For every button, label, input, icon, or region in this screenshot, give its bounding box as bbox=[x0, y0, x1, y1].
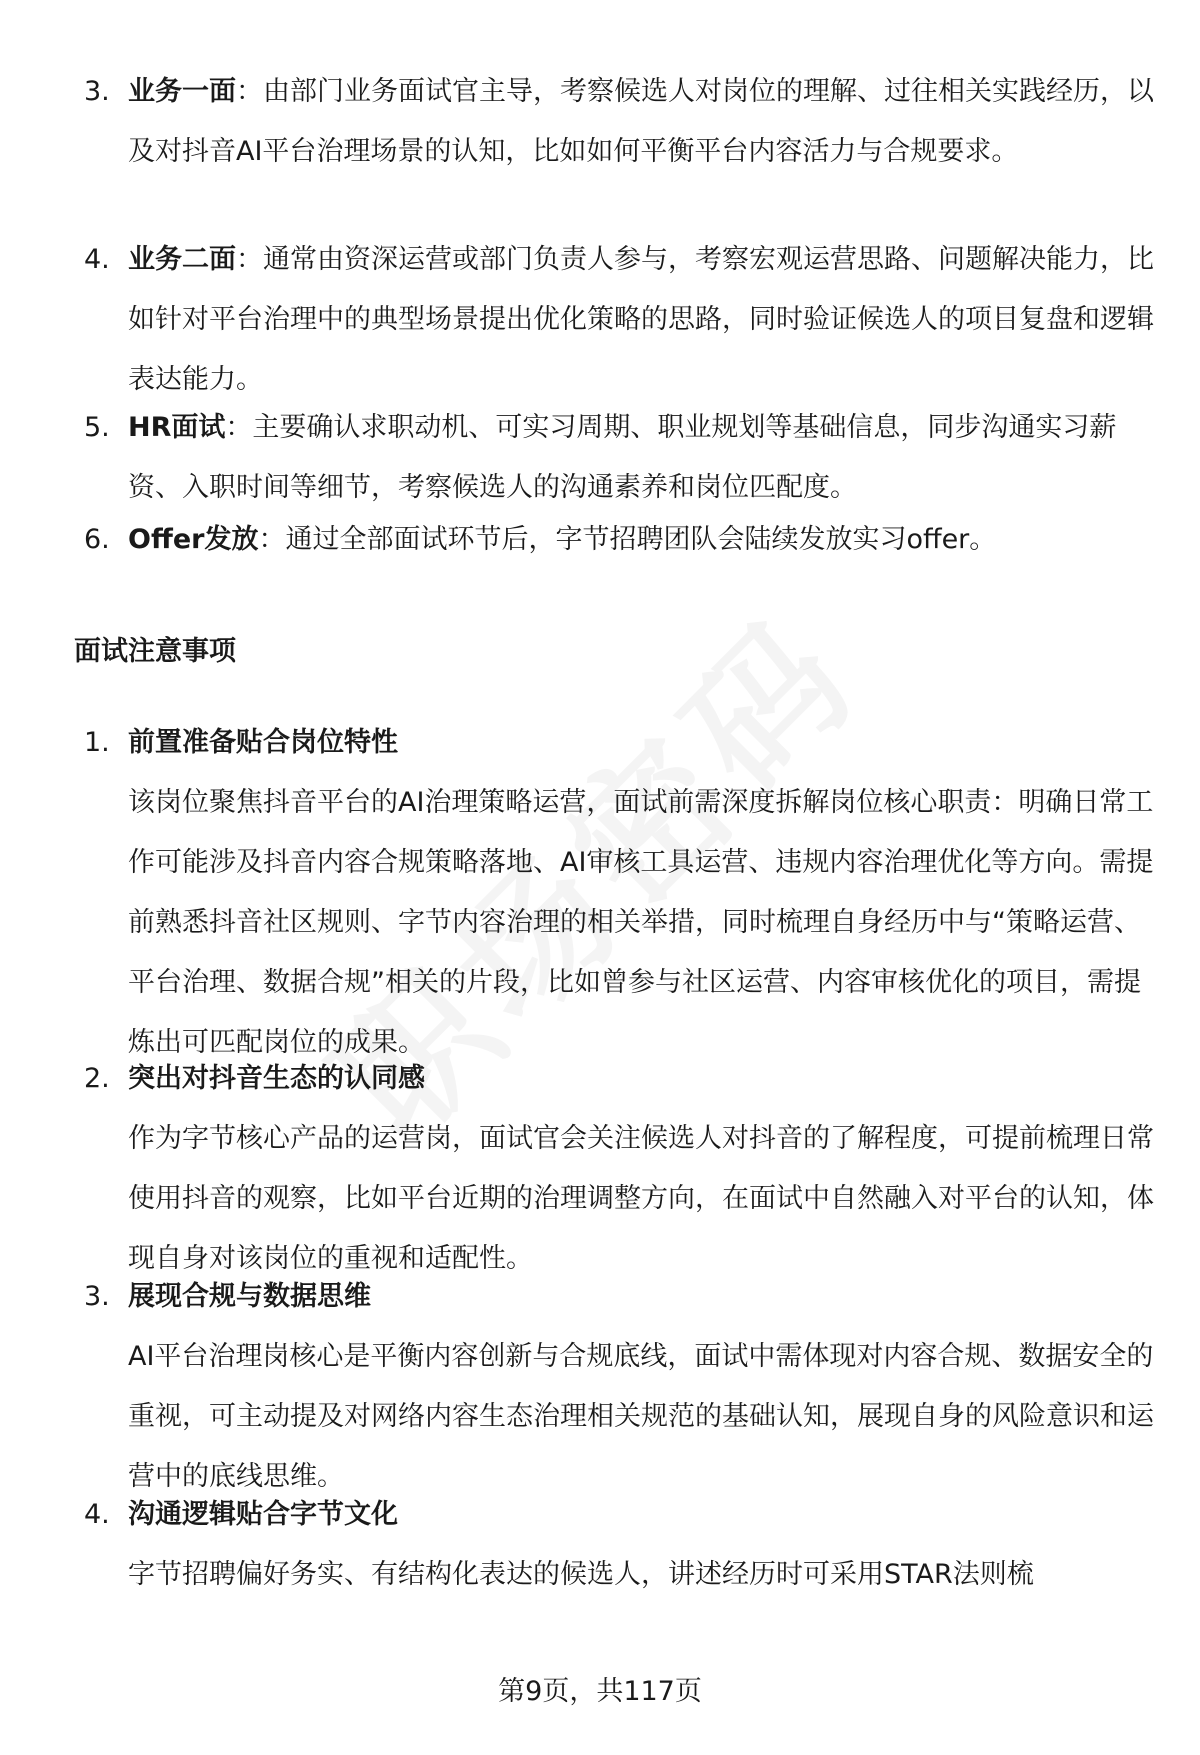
item-heading: 业务二面 bbox=[128, 244, 236, 275]
note-body: 字节招聘偏好务实、有结构化表达的候选人，讲述经历时可采用STAR法则梳 bbox=[128, 1559, 1034, 1590]
note-title: 沟通逻辑贴合字节文化 bbox=[128, 1499, 398, 1530]
note-item bbox=[0, 1049, 1200, 1274]
item-body: ：由部门业务面试官主导，考察候选人对岗位的理解、过往相关实践经历，以及对抖音AI平台治理场景的认知，比如如何平衡平台内容活力与合规要求。 bbox=[128, 76, 1154, 167]
item-heading: 业务一面 bbox=[128, 76, 236, 107]
item-number: 3. bbox=[84, 1281, 110, 1312]
page-footer: 第9页，共117页 bbox=[498, 1676, 702, 1707]
item-number: 5. bbox=[84, 412, 110, 443]
note-title: 前置准备贴合岗位特性 bbox=[128, 727, 398, 758]
note-item bbox=[0, 713, 1200, 1058]
item-body: ：主要确认求职动机、可实习周期、职业规划等基础信息，同步沟通实习薪资、入职时间等细节，考察候选人的沟通素养和岗位匹配度。 bbox=[128, 412, 1117, 503]
interview-process-list bbox=[0, 62, 1200, 570]
item-body: ：通常由资深运营或部门负责人参与，考察宏观运营思路、问题解决能力，比如针对平台治理中的典型场景提出优化策略的思路，同时验证候选人的项目复盘和逻辑表达能力。 bbox=[128, 244, 1154, 395]
item-number: 6. bbox=[84, 524, 110, 555]
item-number: 4. bbox=[84, 244, 110, 275]
item-heading: HR面试 bbox=[128, 412, 226, 443]
item-body: ：通过全部面试环节后，字节招聘团队会陆续发放实习offer。 bbox=[258, 524, 997, 555]
process-item bbox=[0, 230, 1200, 398]
note-item bbox=[0, 1485, 1200, 1595]
note-body: AI平台治理岗核心是平衡内容创新与合规底线，面试中需体现对内容合规、数据安全的重视，可主动提及对网络内容生态治理相关规范的基础认知，展现自身的风险意识和运营中的底线思维。 bbox=[128, 1341, 1154, 1492]
item-heading: Offer发放 bbox=[128, 524, 259, 555]
item-number: 1. bbox=[84, 727, 110, 758]
note-item bbox=[0, 1267, 1200, 1492]
note-title: 展现合规与数据思维 bbox=[128, 1281, 371, 1312]
note-title: 突出对抖音生态的认同感 bbox=[128, 1063, 425, 1094]
section-heading: 面试注意事项 bbox=[74, 636, 236, 667]
item-number: 3. bbox=[84, 76, 110, 107]
item-number: 2. bbox=[84, 1063, 110, 1094]
interview-notes-list bbox=[0, 713, 1200, 1595]
note-body: 作为字节核心产品的运营岗，面试官会关注候选人对抖音的了解程度，可提前梳理日常使用抖音的观察，比如平台近期的治理调整方向，在面试中自然融入对平台的认知，体现自身对该岗位的重视和适配性。 bbox=[128, 1123, 1154, 1274]
process-item bbox=[0, 398, 1200, 510]
process-item bbox=[0, 62, 1200, 230]
process-item bbox=[0, 510, 1200, 570]
item-number: 4. bbox=[84, 1499, 110, 1530]
note-body: 该岗位聚焦抖音平台的AI治理策略运营，面试前需深度拆解岗位核心职责：明确日常工作可能涉及抖音内容合规策略落地、AI审核工具运营、违规内容治理优化等方向。需提前熟悉抖音社区规则、字节内容治理的相关举措，同时梳理自身经历中与“策略运营、平台治理、数据合规”相关的片段，比如曾参与社区运营、内容审核优化的项目，需提炼出可匹配岗位的成果。 bbox=[128, 787, 1154, 1058]
